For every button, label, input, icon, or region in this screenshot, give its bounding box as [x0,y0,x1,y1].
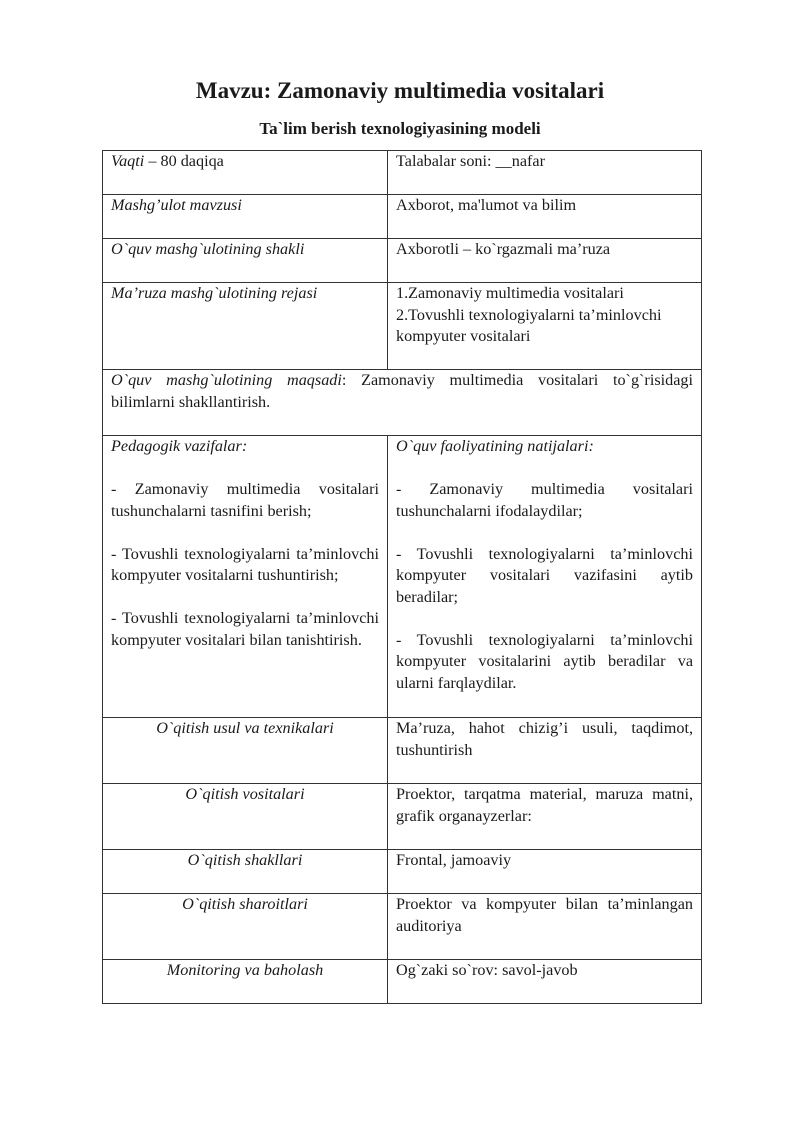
conditions-value: Proektor va kompyuter bilan ta’minlangan auditoriya [388,894,702,960]
table-row-time [103,151,702,195]
time-cell [103,151,388,195]
topic-value: Axborot, ma'lumot va bilim [388,195,702,239]
goal-label: O`quv mashg`ulotining maqsadi [111,371,342,389]
pedagogical-task-item: - Tovushli texnologiyalarni ta’minlovchi kompyuter vositalari bilan tanishtirish. [111,609,379,649]
learning-result-item: - Tovushli texnologiyalarni ta’minlovchi kompyuter vositalari vazifasini aytib beradilar; [396,544,693,606]
table-row-monitoring [103,960,702,1004]
table-row-tools [103,784,702,850]
table-row-topic [103,195,702,239]
topic-label: Mashg’ulot mavzusi [103,195,388,239]
tools-label: O`qitish vositalari [103,784,388,850]
teaching-model-table [102,150,702,1004]
table-row-tasks-results [103,436,702,718]
methods-label: O`qitish usul va texnikalari [103,718,388,784]
page-title: Mavzu: Zamonaviy multimedia vositalari [195,78,605,103]
students-count-cell: Talabalar soni: __nafar [388,151,702,195]
form-value: Axborotli – ko`rgazmali ma’ruza [388,239,702,283]
plan-item: 2.Tovushli texnologiyalarni ta’minlovchi kompyuter vositalari [396,305,662,345]
time-label: Vaqti [111,152,145,170]
learning-results-cell [388,436,702,718]
plan-list [388,283,702,370]
table-row-forms [103,850,702,894]
time-value: – 80 daqiqa [144,152,224,170]
conditions-label: O`qitish sharoitlari [103,894,388,960]
learning-results-heading: O`quv faoliyatining natijalari: [396,437,594,455]
table-row-methods [103,718,702,784]
pedagogical-task-item: - Tovushli texnologiyalarni ta’minlovchi kompyuter vositalarni tushuntirish; [111,544,379,584]
table-row-form [103,239,702,283]
table-row-plan [103,283,702,370]
page-subtitle: Ta`lim berish texnologiyasining modeli [259,119,541,138]
table-row-goal [103,370,702,436]
monitoring-value: Og`zaki so`rov: savol-javob [388,960,702,1004]
plan-item: 1.Zamonaviy multimedia vositalari [396,284,624,302]
learning-result-item: - Tovushli texnologiyalarni ta’minlovchi kompyuter vositalarini aytib beradilar va ularni farqlaydilar. [396,630,693,692]
goal-text: : Zamonaviy multimedia vositalari to`g`risidagi bilimlarni shakllantirish. [111,371,693,411]
monitoring-label: Monitoring va baholash [103,960,388,1004]
form-label: O`quv mashg`ulotining shakli [103,239,388,283]
pedagogical-tasks-cell [103,436,388,718]
methods-value: Ma’ruza, hahot chizig’i usuli, taqdimot, tushuntirish [388,718,702,784]
forms-label: O`qitish shakllari [103,850,388,894]
table-row-conditions [103,894,702,960]
learning-result-item: - Zamonaviy multimedia vositalari tushunchalarni ifodalaydilar; [396,480,693,520]
pedagogical-tasks-heading: Pedagogik vazifalar: [111,437,248,455]
forms-value: Frontal, jamoaviy [388,850,702,894]
pedagogical-task-item: - Zamonaviy multimedia vositalari tushunchalarni tasnifini berish; [111,480,379,520]
goal-cell [103,370,702,436]
tools-value: Proektor, tarqatma material, maruza matni, grafik organayzerlar: [388,784,702,850]
plan-label: Ma’ruza mashg`ulotining rejasi [103,283,388,370]
